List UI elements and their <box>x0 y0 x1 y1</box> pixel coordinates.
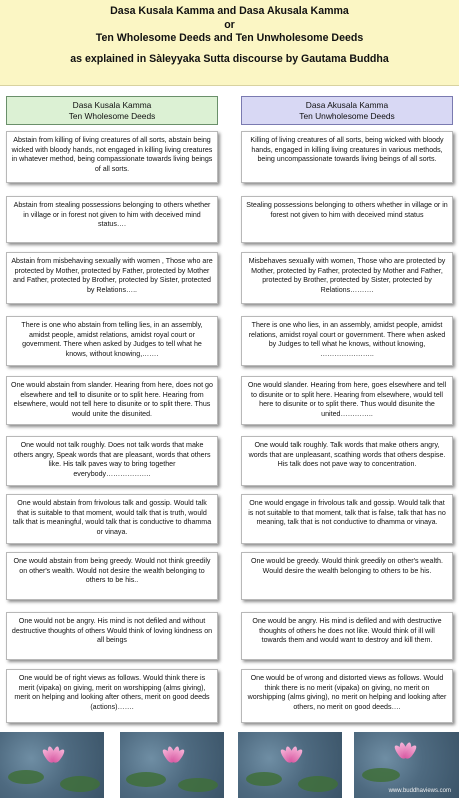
unwholesome-deed-3: Misbehaves sexually with women, Those who are protected by Mother, protected by Father, protected by Mother and Father, protected by Brother, protected by Sister, protected by Relations………. <box>241 252 453 304</box>
unwholesome-deed-4: There is one who lies, in an assembly, amidst people, amidst relations, amidst royal court or government. There when asked by Judges to tell what he knows, without knowing, ………………….. <box>241 316 453 366</box>
lily-pad <box>298 776 338 792</box>
wholesome-deed-5: One would abstain from slander. Hearing from here, does not go elsewhere and tell to disunite or to split here. Hearing from elsewhere, would not tell here to disunite or to split there. Thus would unite the disunited. <box>6 376 218 425</box>
unwholesome-deed-9: One would be angry. His mind is defiled and with destructive thoughts of others he does not like. Would think of ill will towards them and would want to destroy and kill them. <box>241 612 453 660</box>
page-header <box>0 0 459 86</box>
lily-pad <box>60 776 100 792</box>
wholesome-deed-6: One would not talk roughly. Does not talk words that make others angry, Speak words that are pleasant, words that others like. His talk paves way to bring together everybody………………. <box>6 436 218 486</box>
title-line-2: or <box>224 18 235 31</box>
lotus-photo-strip <box>0 732 459 800</box>
wholesome-deed-8: One would abstain from being greedy. Would not think greedily on other's wealth. Would not desire the wealth belonging to others to be his.. <box>6 552 218 600</box>
wholesome-deed-4: There is one who abstain from telling lies, in an assembly, amidst people, amidst relations, amidst royal court or government. There when asked by Judges to tell what he knows, without knowing,……. <box>6 316 218 366</box>
lily-pad <box>8 770 44 784</box>
website-watermark: www.buddhaviews.com <box>388 788 451 794</box>
unwholesome-deed-6: One would talk roughly. Talk words that make others angry, words that are unpleasant, scathing words that others despise. His talk does not pave way to concentration. <box>241 436 453 486</box>
unwholesome-deed-1: Killing of living creatures of all sorts, being wicked with bloody hands, engaged in killing living creatures in various methods, being uncompassionate towards living beings of all sorts. <box>241 131 453 183</box>
wholesome-deed-9: One would not be angry. His mind is not defiled and without destructive thoughts of others Would think of loving kindness on all beings <box>6 612 218 660</box>
wholesome-deed-7: One would abstain from frivolous talk and gossip. Would talk that is suitable to that moment, would talk that is truth, would talk that is meaningful, would talk that is conductive to dhamma or vinaya. <box>6 494 218 544</box>
unwholesome-title: Dasa Akusala Kamma <box>305 100 389 110</box>
wholesome-deed-3: Abstain from misbehaving sexually with women , Those who are protected by Mother, protected by Father, protected by Mother and Father, protected by Brother, protected by Sister, protected by Relations….. <box>6 252 218 304</box>
title-line-3: Ten Wholesome Deeds and Ten Unwholesome Deeds <box>95 32 364 44</box>
lily-pad <box>362 768 400 782</box>
wholesome-deed-2: Abstain from stealing possessions belonging to others whether in village or in forest not given to him with deceived mind status…. <box>6 196 218 243</box>
lotus-photo-4 <box>354 732 459 798</box>
unwholesome-column <box>241 96 453 711</box>
lotus-photo-3 <box>238 732 342 798</box>
lily-pad <box>178 778 218 792</box>
title-line-4: as explained in Sàleyyaka Sutta discourse by Gautama Buddha <box>70 52 389 65</box>
wholesome-column-header <box>6 96 218 125</box>
unwholesome-deed-2: Stealing possessions belonging to others whether in village or in forest not given to him with deceived mind status <box>241 196 453 243</box>
wholesome-column <box>6 96 218 711</box>
unwholesome-deed-7: One would engage in frivolous talk and gossip. Would talk that is not suitable to that moment, talk that is false, talk that has no meaning, talk that is not conductive to dhamma or vinaya. <box>241 494 453 544</box>
wholesome-title: Dasa Kusala Kamma <box>72 100 152 110</box>
wholesome-deed-1: Abstain from killing of living creatures of all sorts, abstain being wicked with bloody hands, not engaged in killing living creatures in whatever method, being compassionate towards living beings of all sorts. <box>6 131 218 183</box>
lotus-photo-2 <box>120 732 224 798</box>
lily-pad <box>246 772 282 786</box>
wholesome-deed-10: One would be of right views as follows. Would think there is merit (vipaka) on giving, merit on worshipping (alms giving), merit on helping and looking after others, merit on good deeds (actions)……. <box>6 669 218 723</box>
unwholesome-deed-5: One would slander. Hearing from here, goes elsewhere and tell to disunite or to split here. Hearing from elsewhere, would tell here to disunite or to split there. Thus would disunite the united………….. <box>241 376 453 425</box>
wholesome-subtitle: Ten Wholesome Deeds <box>68 111 156 121</box>
lotus-photo-1 <box>0 732 104 798</box>
unwholesome-column-header <box>241 96 453 125</box>
lily-pad <box>126 772 166 787</box>
unwholesome-deed-10: One would be of wrong and distorted views as follows. Would think there is no merit (vipaka) on giving, no merit on worshipping (alms giving), no merit on helping and looking after others, no merit on good deeds…. <box>241 669 453 723</box>
unwholesome-subtitle: Ten Unwholesome Deeds <box>299 111 395 121</box>
title-line-1: Dasa Kusala Kamma and Dasa Akusala Kamma <box>110 5 349 17</box>
unwholesome-deed-8: One would be greedy. Would think greedily on other's wealth. Would desire the wealth belonging to others to be his. <box>241 552 453 600</box>
